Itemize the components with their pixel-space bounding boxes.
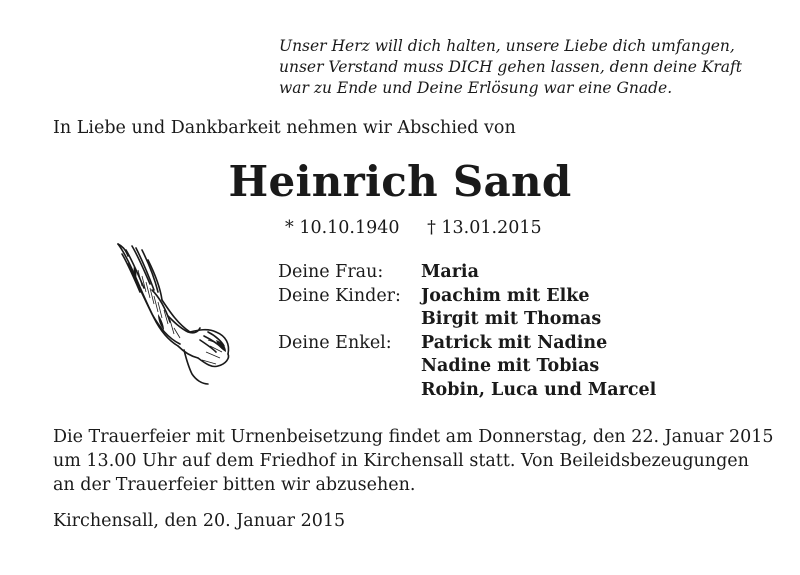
notice-line: um 13.00 Uhr auf dem Friedhof in Kirchensall statt. Von Beileidsbezeugungen (53, 451, 749, 471)
family-label: Deine Kinder: (278, 285, 401, 306)
life-dates (285, 218, 564, 238)
place-and-date: Kirchensall, den 20. Januar 2015 (53, 511, 346, 531)
poem-line: Unser Herz will dich halten, unsere Liebe dich umfangen, (279, 37, 735, 55)
family-label: Deine Enkel: (278, 332, 392, 353)
intro-text: In Liebe und Dankbarkeit nehmen wir Abschied von (53, 118, 516, 138)
family-name: Patrick mit Nadine (421, 332, 608, 353)
notice-line: an der Trauerfeier bitten wir abzusehen. (53, 475, 416, 495)
deceased-name: Heinrich Sand (228, 157, 572, 206)
family-name: Joachim mit Elke (421, 285, 590, 306)
birth-date: * 10.10.1940 (285, 218, 400, 238)
poem (279, 36, 759, 99)
praying-hands-drawing (108, 240, 236, 388)
poem-line: unser Verstand muss DICH gehen lassen, denn deine Kraft (279, 58, 743, 76)
death-date: † 13.01.2015 (427, 218, 542, 238)
family-name: Maria (421, 262, 479, 282)
family-name: Robin, Luca und Marcel (421, 379, 657, 400)
funeral-notice (53, 425, 773, 497)
family-name: Birgit mit Thomas (421, 309, 602, 329)
notice-line: Die Trauerfeier mit Urnenbeisetzung findet am Donnerstag, den 22. Januar 2015 (53, 427, 774, 447)
praying-hands-icon (108, 240, 236, 388)
family-label: Deine Frau: (278, 262, 384, 282)
poem-line: war zu Ende und Deine Erlösung war eine Gnade. (279, 79, 673, 97)
family-name: Nadine mit Tobias (421, 356, 600, 376)
